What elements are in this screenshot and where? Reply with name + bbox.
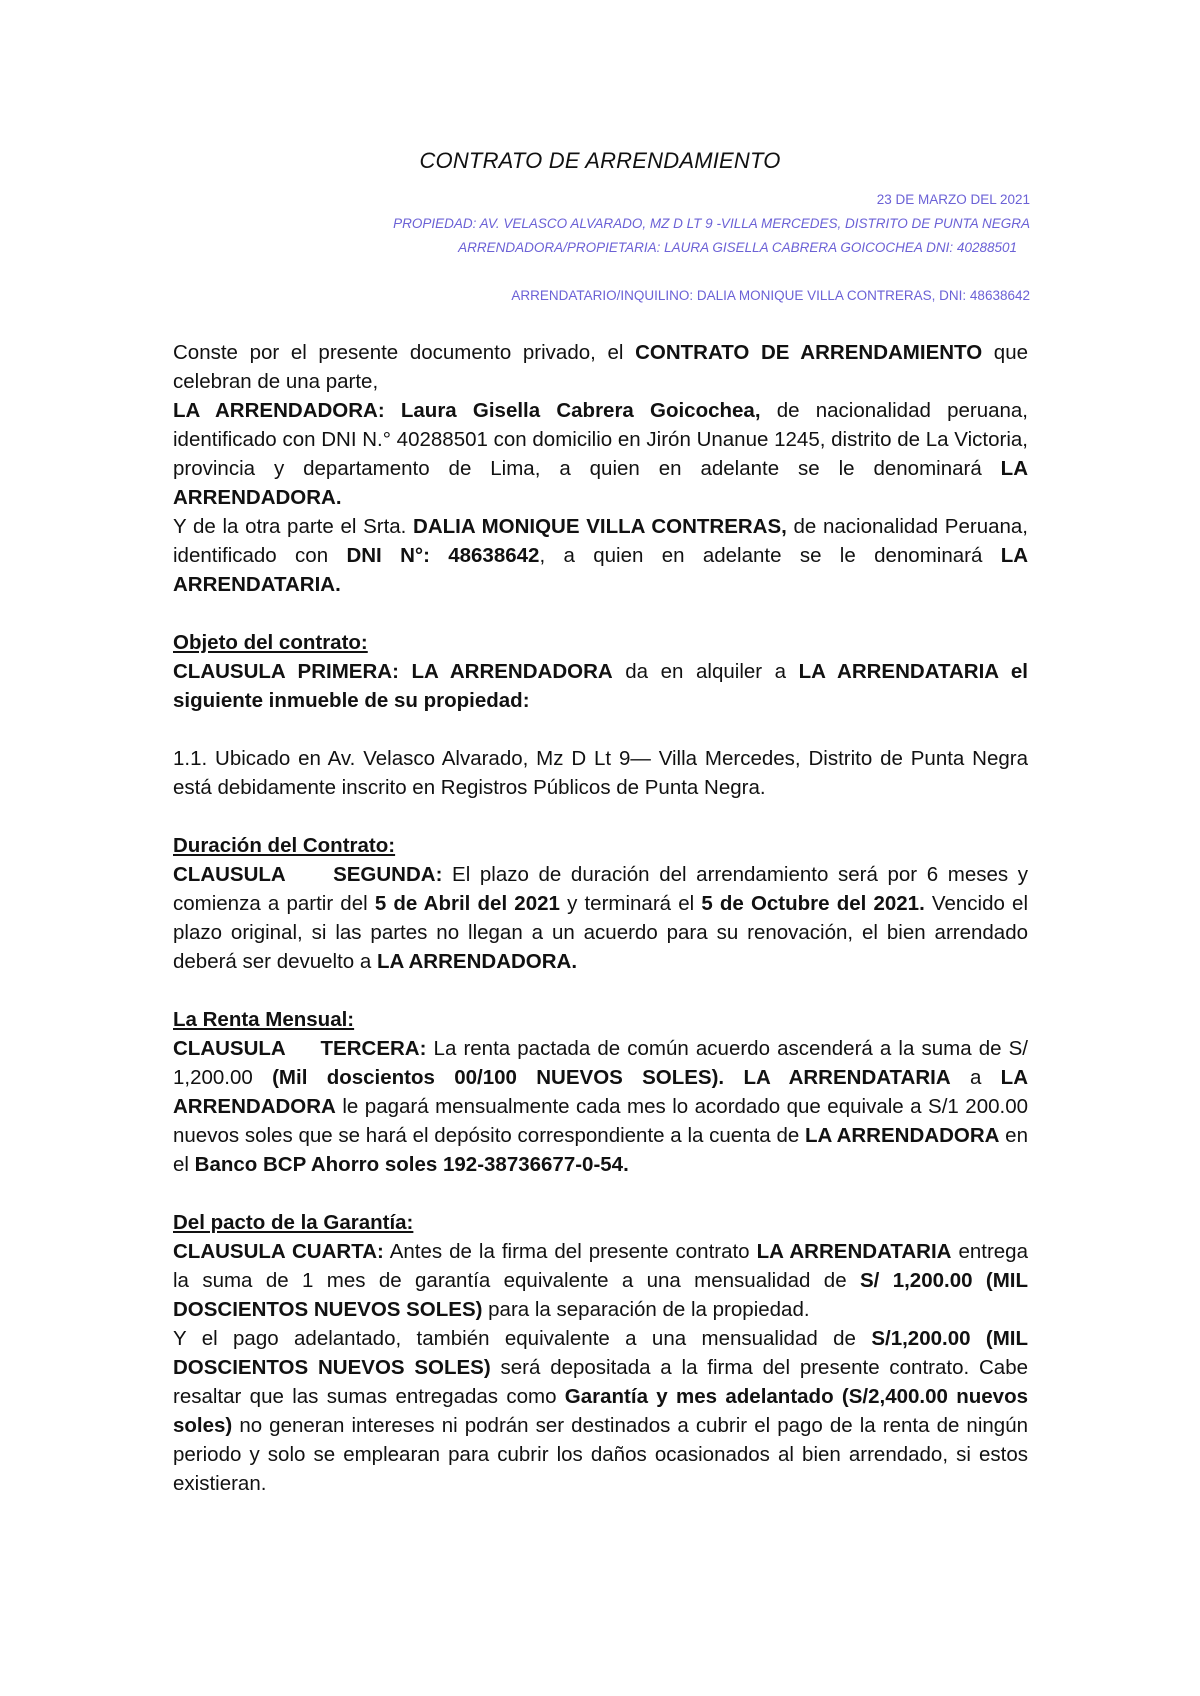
landlord-label: LA ARRENDADORA bbox=[173, 1066, 1028, 1118]
tenant-paragraph bbox=[173, 512, 1028, 599]
header-tenant: ARRENDATARIO/INQUILINO: DALIA MONIQUE VILLA CONTRERAS, DNI: 48638642 bbox=[511, 288, 1030, 303]
landlord-text: de nacionalidad peruana, identificado con DNI N.° 40288501 con domicilio en Jirón Unanue 1245, distrito de La Victoria, provincia y departamento de Lima, a quien en adelante se le denominará bbox=[173, 399, 1028, 480]
item-text: Ubicado en Av. Velasco Alvarado, Mz D Lt 9— Villa Mercedes, Distrito de Punta Negra está debidamente inscrito en Registros Públicos de Punta Negra. bbox=[173, 747, 1028, 799]
landlord-label: LA ARRENDADORA. bbox=[173, 457, 1028, 509]
start-date: 5 de Abril del 2021 bbox=[374, 892, 560, 915]
clause-text: le pagará mensualmente cada mes lo acordado que equivale a S/1 200.00 nuevos soles que se hará el depósito correspondiente a la cuenta de bbox=[173, 1095, 1028, 1147]
rent-words: (Mil doscientos 00/100 NUEVOS SOLES). bbox=[272, 1066, 725, 1089]
clause-text: El plazo de duración del arrendamiento será por 6 meses y comienza a partir del bbox=[173, 863, 1028, 915]
clause-second bbox=[173, 860, 1028, 976]
landlord-label: LA ARRENDADORA bbox=[805, 1124, 1000, 1147]
clause-text: será depositada a la firma del presente contrato. Cabe resaltar que las sumas entregadas como bbox=[173, 1356, 1028, 1408]
bank-account: Banco BCP Ahorro soles 192-38736677-0-54. bbox=[194, 1153, 629, 1176]
tenant-dni: DNI N°: 48638642 bbox=[346, 544, 540, 567]
document-title: CONTRATO DE ARRENDAMIENTO bbox=[419, 148, 781, 173]
total-amount: Garantía y mes adelantado (S/2,400.00 nuevos soles) bbox=[173, 1385, 1028, 1437]
header-property: PROPIEDAD: AV. VELASCO ALVARADO, MZ D LT 9 -VILLA MERCEDES, DISTRITO DE PUNTA NEGRA bbox=[393, 216, 1030, 231]
clause-fourth bbox=[173, 1237, 1028, 1324]
advance-amount: S/1,200.00 (MIL DOSCIENTOS NUEVOS SOLES) bbox=[173, 1327, 1029, 1379]
tenant-label: LA ARRENDATARIA bbox=[756, 1240, 952, 1263]
header-date: 23 DE MARZO DEL 2021 bbox=[876, 192, 1030, 207]
end-date: 5 de Octubre del 2021. bbox=[701, 892, 925, 915]
landlord-name: LA ARRENDADORA: Laura Gisella Cabrera Goicochea, bbox=[173, 399, 761, 422]
clause-text: a bbox=[950, 1066, 1001, 1089]
clause-text: Y el pago adelantado, también equivalente a una mensualidad de bbox=[173, 1327, 872, 1350]
item-number: 1.1. bbox=[173, 747, 208, 770]
clause-text: da en alquiler a bbox=[612, 660, 799, 683]
clause-first bbox=[173, 657, 1028, 715]
clause-text: no generan intereses ni podrán ser destinados a cubrir el pago de la renta de ningún periodo y solo se emplearan para cubrir los daños ocasionados al bien arrendado, si estos existieran. bbox=[173, 1414, 1028, 1495]
section-heading-duracion: Duración del Contrato: bbox=[173, 834, 396, 857]
clause-text: entrega la suma de 1 mes de garantía equivalente a una mensualidad de bbox=[173, 1240, 1028, 1292]
clause-text: y terminará el bbox=[559, 892, 702, 915]
tenant-text: , a quien en adelante se le denominará bbox=[539, 544, 1001, 567]
section-heading-garantia: Del pacto de la Garantía: bbox=[173, 1211, 414, 1234]
clause-text: Antes de la firma del presente contrato bbox=[383, 1240, 757, 1263]
tenant-label: LA ARRENDATARIA bbox=[743, 1066, 951, 1089]
deposit-amount: S/ 1,200.00 (MIL DOSCIENTOS NUEVOS SOLES) bbox=[173, 1269, 1028, 1321]
header-landlord: ARRENDADORA/PROPIETARIA: LAURA GISELLA CABRERA GOICOCHEA DNI: 40288501 bbox=[458, 240, 1017, 255]
clause-text: en el bbox=[173, 1124, 1028, 1176]
clause-label: CLAUSULA SEGUNDA: bbox=[173, 863, 443, 886]
landlord-label: LA ARRENDADORA. bbox=[377, 950, 578, 973]
clause-text-bold: LA ARRENDATARIA el siguiente inmueble de su propiedad: bbox=[173, 660, 1029, 712]
intro-text: Conste por el presente documento privado, el bbox=[173, 341, 636, 364]
clause-fourth-continued bbox=[173, 1324, 1028, 1498]
intro-text: que celebran de una parte, bbox=[173, 341, 1028, 393]
contract-body bbox=[173, 338, 1028, 1498]
clause-label: CLAUSULA TERCERA: bbox=[173, 1037, 427, 1060]
section-heading-renta: La Renta Mensual: bbox=[173, 1008, 355, 1031]
spacer bbox=[724, 1066, 743, 1089]
clause-item-1-1 bbox=[173, 744, 1028, 802]
clause-third bbox=[173, 1034, 1028, 1179]
tenant-text: Y de la otra parte el Srta. bbox=[173, 515, 414, 538]
clause-label: CLAUSULA PRIMERA: LA ARRENDADORA bbox=[173, 660, 613, 683]
tenant-label: LA ARRENDATARIA. bbox=[173, 544, 1029, 596]
clause-text: Vencido el plazo original, si las partes no llegan a un acuerdo para su renovación, el bien arrendado deberá ser devuelto a bbox=[173, 892, 1028, 973]
clause-text: La renta pactada de común acuerdo ascenderá a la suma de S/ 1,200.00 bbox=[173, 1037, 1028, 1089]
tenant-name: DALIA MONIQUE VILLA CONTRERAS, bbox=[413, 515, 787, 538]
landlord-paragraph bbox=[173, 396, 1028, 512]
clause-label: CLAUSULA CUARTA: bbox=[173, 1240, 384, 1263]
section-heading-objeto: Objeto del contrato: bbox=[173, 631, 368, 654]
intro-paragraph bbox=[173, 338, 1028, 396]
clause-text: para la separación de la propiedad. bbox=[482, 1298, 810, 1321]
tenant-text: de nacionalidad Peruana, identificado con bbox=[173, 515, 1028, 567]
contract-name: CONTRATO DE ARRENDAMIENTO bbox=[635, 341, 983, 364]
